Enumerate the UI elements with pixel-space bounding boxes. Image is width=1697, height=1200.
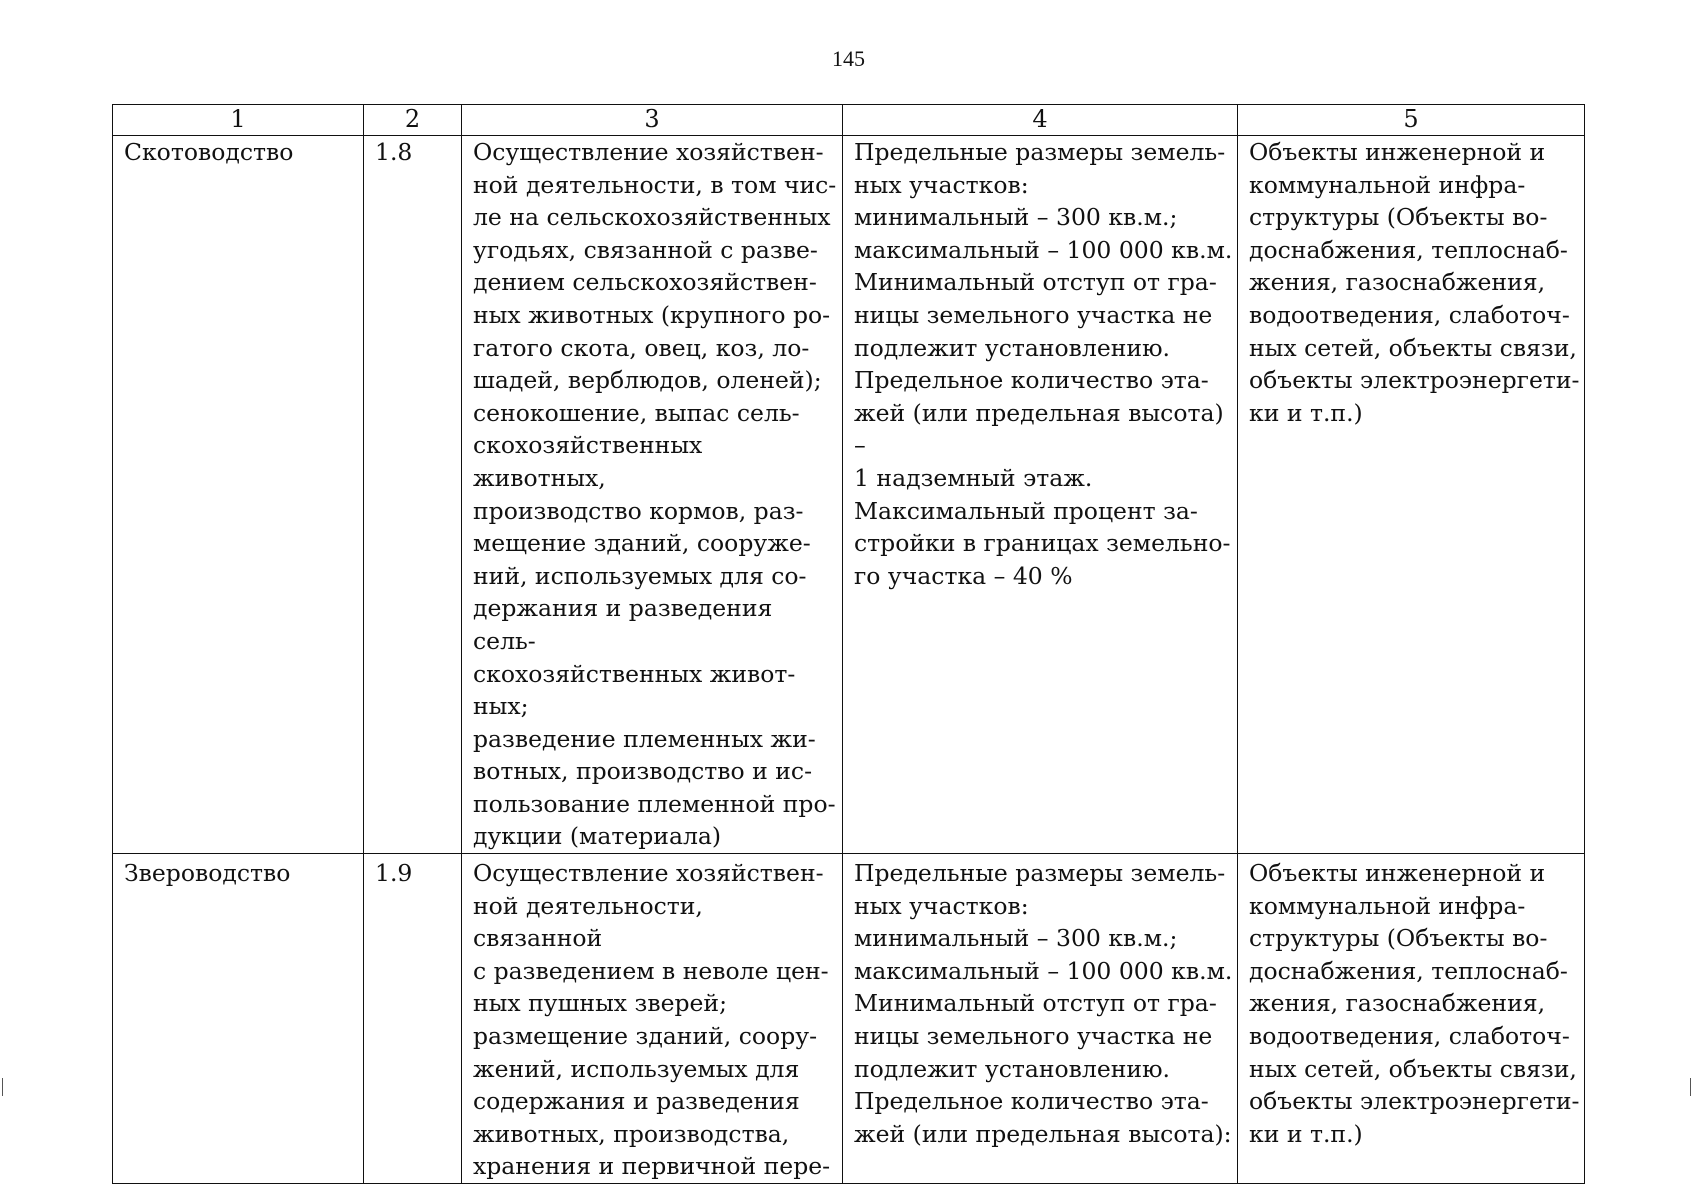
scan-edge-mark-left bbox=[2, 1078, 3, 1096]
land-use-infrastructure: Объекты инженерной и коммунальной инфра- структуры (Объекты во- доснабжения, теплоснаб- жения, газоснабжения, водоотведения, слаботоч- ных сетей, объекты связи, объекты электроэнергети- ки и т.п.) bbox=[1238, 136, 1585, 854]
land-use-parameters: Предельные размеры земель- ных участков: минимальный – 300 кв.м.; максимальный – 100 000 кв.м. Минимальный отступ от гра- ницы земельного участка не подлежит установлению. Предельное количество эта- жей (или предельная высота): bbox=[843, 854, 1238, 1184]
table-row bbox=[113, 136, 1585, 854]
column-header-1: 1 bbox=[113, 105, 364, 136]
column-header-3: 3 bbox=[462, 105, 843, 136]
land-use-description: Осуществление хозяйствен- ной деятельности, в том чис- ле на сельскохозяйственных угодьях, связанной с разве- дением сельскохозяйствен- ных животных (крупного ро- гатого скота, овец, коз, ло- шадей, верблюдов, оленей); сенокошение, выпас сель- скохозяйственных животных, производство кормов, раз- мещение зданий, сооруже- ний, используемых для со- держания и разведения сель- скохозяйственных живот- ных; разведение племенных жи- вотных, производство и ис- пользование племенной про- дукции (материала) bbox=[462, 136, 843, 854]
header-row bbox=[113, 105, 1585, 136]
land-use-name: Звероводство bbox=[113, 854, 364, 1184]
land-use-name: Скотоводство bbox=[113, 136, 364, 854]
land-use-description: Осуществление хозяйствен- ной деятельности, связанной с разведением в неволе цен- ных пушных зверей; размещение зданий, соору- жений, используемых для содержания и разведения животных, производства, хранения и первичной пере- bbox=[462, 854, 843, 1184]
land-use-code: 1.9 bbox=[364, 854, 462, 1184]
land-use-parameters: Предельные размеры земель- ных участков: минимальный – 300 кв.м.; максимальный – 100 000 кв.м. Минимальный отступ от гра- ницы земельного участка не подлежит установлению. Предельное количество эта- жей (или предельная высота) – 1 надземный этаж. Максимальный процент за- стройки в границах земельно- го участка – 40 % bbox=[843, 136, 1238, 854]
column-header-2: 2 bbox=[364, 105, 462, 136]
page-number: 145 bbox=[832, 46, 865, 71]
table-row bbox=[113, 854, 1585, 1184]
column-header-4: 4 bbox=[843, 105, 1238, 136]
land-use-code: 1.8 bbox=[364, 136, 462, 854]
scan-edge-mark-right bbox=[1690, 1078, 1691, 1096]
land-use-table bbox=[112, 104, 1585, 1184]
land-use-infrastructure: Объекты инженерной и коммунальной инфра- структуры (Объекты во- доснабжения, теплоснаб- жения, газоснабжения, водоотведения, слаботоч- ных сетей, объекты связи, объекты электроэнергети- ки и т.п.) bbox=[1238, 854, 1585, 1184]
column-header-5: 5 bbox=[1238, 105, 1585, 136]
